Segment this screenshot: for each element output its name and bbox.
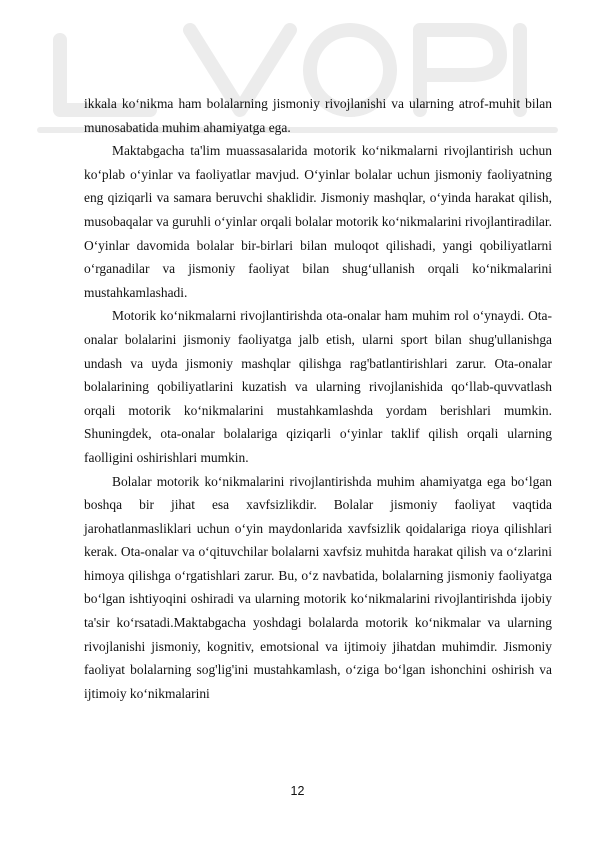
body-text bbox=[84, 92, 552, 705]
paragraph-maktabgacha: Maktabgacha ta'lim muassasalarida motorik ko‘nikmalarni rivojlantirish uchun ko‘plab o‘yinlar va faoliyatlar mavjud. O‘yinlar bolalar uchun jismoniy faoliyatning eng qiziqarli va samara beruvchi shaklidir. Jismoniy mashqlar, o‘yinda harakat qilish, musobaqalar va guruhli o‘yinlar orqali bolalar motorik ko‘nikmalarini rivojlantiradilar. O‘yinlar davomida bolalar bir-birlari bilan muloqot qilishadi, yangi qobiliyatlarni o‘rganadilar va jismoniy faoliyat bilan shug‘ullanish orqali ko‘nikmalarini mustahkamlashadi. bbox=[84, 143, 552, 300]
paragraph-ota-onalar: Motorik ko‘nikmalarni rivojlantirishda ota-onalar ham muhim rol o‘ynaydi. Ota-onalar bolalarini jismoniy faoliyatga jalb etish, ularni sport bilan shug'ullanishga undash va uyda jismoniy mashqlar qilishga rag'batlantirishlari zarur. Ota-onalar bolalarining qobiliyatlarini kuzatish va ularning rivojlanishida qo‘llab-quvvatlash orqali motorik ko‘nikmalarini mustahkamlashda yordam berishlari mumkin. Shuningdek, ota-onalar bolalariga qiziqarli o‘yinlar taklif qilish orqali ularning faolligini oshirishlari mumkin. bbox=[84, 308, 552, 465]
paragraph-continuation: ikkala ko‘nikma ham bolalarning jismoniy rivojlanishi va ularning atrof-muhit bilan munosabatida muhim ahamiyatga ega. bbox=[84, 96, 552, 135]
page-number: 12 bbox=[290, 784, 305, 798]
paragraph-xavfsizlik: Bolalar motorik ko‘nikmalarini rivojlantirishda muhim ahamiyatga ega bo‘lgan boshqa bir jihat esa xavfsizlikdir. Bolalar jismoniy faoliyat vaqtida jarohatlanmasliklari uchun o‘yin maydonlarida xavfsizlik qoidalariga rioya qilishlari kerak. Ota-onalar va o‘qituvchilar bolalarni xavfsiz muhitda harakat qilish va o‘zlarini himoya qilishga o‘rgatishlari zarur. Bu, o‘z navbatida, bolalarning jismoniy faoliyatga bo‘lgan ishtiyoqini oshiradi va ularning motorik ko‘nikmalarini rivojlantirishda ijobiy ta'sir ko‘rsatadi.Maktabgacha yoshdagi bolalarda motorik ko‘nikmalar va ularning rivojlanishi jismoniy, kognitiv, emotsional va ijtimoiy jihatdan muhimdir. Jismoniy faoliyat bolalarning sog'lig'ini mustahkamlash, o‘ziga bo‘lgan ishonchini oshirish va ijtimoiy ko‘nikmalarini bbox=[84, 473, 552, 701]
